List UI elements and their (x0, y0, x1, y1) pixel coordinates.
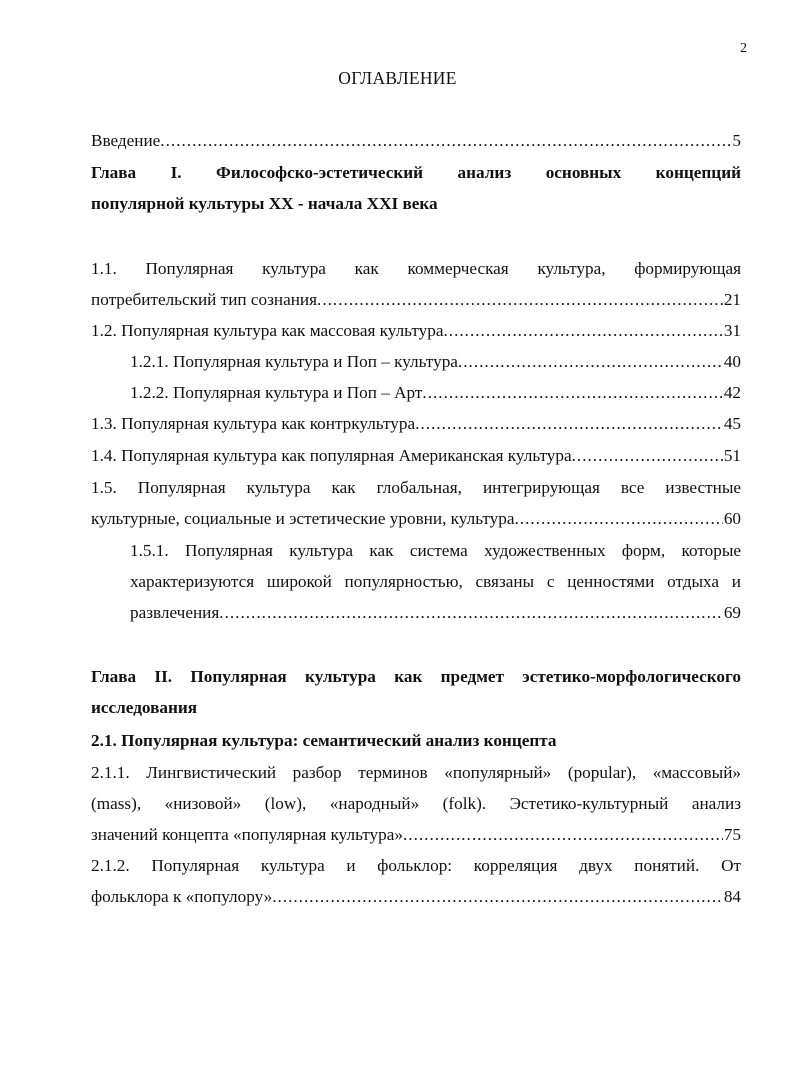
toc-label: 1.2.1. Популярная культура и Поп – культура (130, 352, 458, 371)
toc-label: культурные, социальные и эстетические уровни, культура (91, 509, 515, 528)
toc-page: 84 (723, 887, 741, 906)
toc-entry-1-4 (91, 440, 741, 471)
dot-leader (514, 503, 722, 534)
toc-entry-1-5-1 (130, 535, 741, 628)
toc-entry-intro (91, 125, 741, 156)
toc-label: (mass), «низовой» (low), «народный» (folk). Эстетико-культурный анализ (91, 794, 741, 813)
toc-entry-1-2-1 (91, 346, 741, 377)
toc-label: характеризуются широкой популярностью, связаны с ценностями отдыха и (130, 572, 741, 591)
toc-label: значений концепта «популярная культура» (91, 825, 403, 844)
toc-label: 1.5. Популярная культура как глобальная, интегрирующая все известные (91, 478, 741, 497)
toc-page: 21 (723, 290, 741, 309)
page-title: ОГЛАВЛЕНИЕ (338, 68, 457, 88)
toc-page: 69 (723, 603, 741, 622)
toc-page: 51 (723, 446, 741, 465)
toc-entry-2-1-1 (91, 757, 741, 850)
toc-label: фольклора к «популору» (91, 887, 273, 906)
toc-entry-1-2 (91, 315, 741, 346)
toc-page: 60 (723, 509, 741, 528)
toc-page: 5 (732, 131, 741, 150)
chapter-heading-line: Глава II. Популярная культура как предмет эстетико-морфологического (91, 667, 741, 686)
section-heading: 2.1. Популярная культура: семантический анализ концепта (91, 731, 557, 750)
toc-label: Введение (91, 131, 161, 150)
toc-page: 31 (723, 321, 741, 340)
toc-page: 42 (723, 383, 741, 402)
toc-label: 1.3. Популярная культура как контркультура (91, 414, 416, 433)
dot-leader (160, 125, 731, 156)
chapter-heading-line: Глава I. Философско-эстетический анализ основных концепций (91, 163, 741, 182)
toc-label: 1.1. Популярная культура как коммерческая культура, формирующая (91, 259, 741, 278)
toc-chapter-1 (91, 157, 741, 219)
dot-leader (219, 597, 723, 628)
toc-entry-1-2-2 (91, 377, 741, 408)
toc-chapter-2 (91, 661, 741, 723)
toc-entry-2-1 (91, 725, 741, 756)
toc-entry-2-1-2 (91, 850, 741, 912)
toc-entry-1-5 (91, 472, 741, 534)
toc-label: 1.2.2. Популярная культура и Поп – Арт (130, 383, 423, 402)
dot-leader (458, 346, 723, 377)
toc-entry-1-3 (91, 408, 741, 439)
toc-label: 1.2. Популярная культура как массовая культура (91, 321, 444, 340)
dot-leader (415, 408, 723, 439)
dot-leader (443, 315, 722, 346)
dot-leader (272, 881, 723, 912)
toc-label: 2.1.2. Популярная культура и фольклор: корреляция двух понятий. От (91, 856, 741, 875)
toc-label: потребительский тип сознания (91, 290, 318, 309)
toc-entry-1-1 (91, 253, 741, 315)
toc-label: 2.1.1. Лингвистический разбор терминов «популярный» (popular), «массовый» (91, 763, 741, 782)
chapter-heading-line: популярной культуры XX - начала XXI века (91, 194, 438, 213)
toc-page: 75 (723, 825, 741, 844)
dot-leader (422, 377, 722, 408)
dot-leader (317, 284, 723, 315)
toc-page: 45 (723, 414, 741, 433)
toc-label: развлечения (130, 603, 220, 622)
page-number: 2 (740, 41, 747, 56)
dot-leader (572, 440, 723, 471)
dot-leader (403, 819, 723, 850)
chapter-heading-line: исследования (91, 698, 198, 717)
toc-label: 1.4. Популярная культура как популярная Американская культура (91, 446, 572, 465)
toc-page: 40 (723, 352, 741, 371)
toc-label: 1.5.1. Популярная культура как система художественных форм, которые (130, 541, 741, 560)
